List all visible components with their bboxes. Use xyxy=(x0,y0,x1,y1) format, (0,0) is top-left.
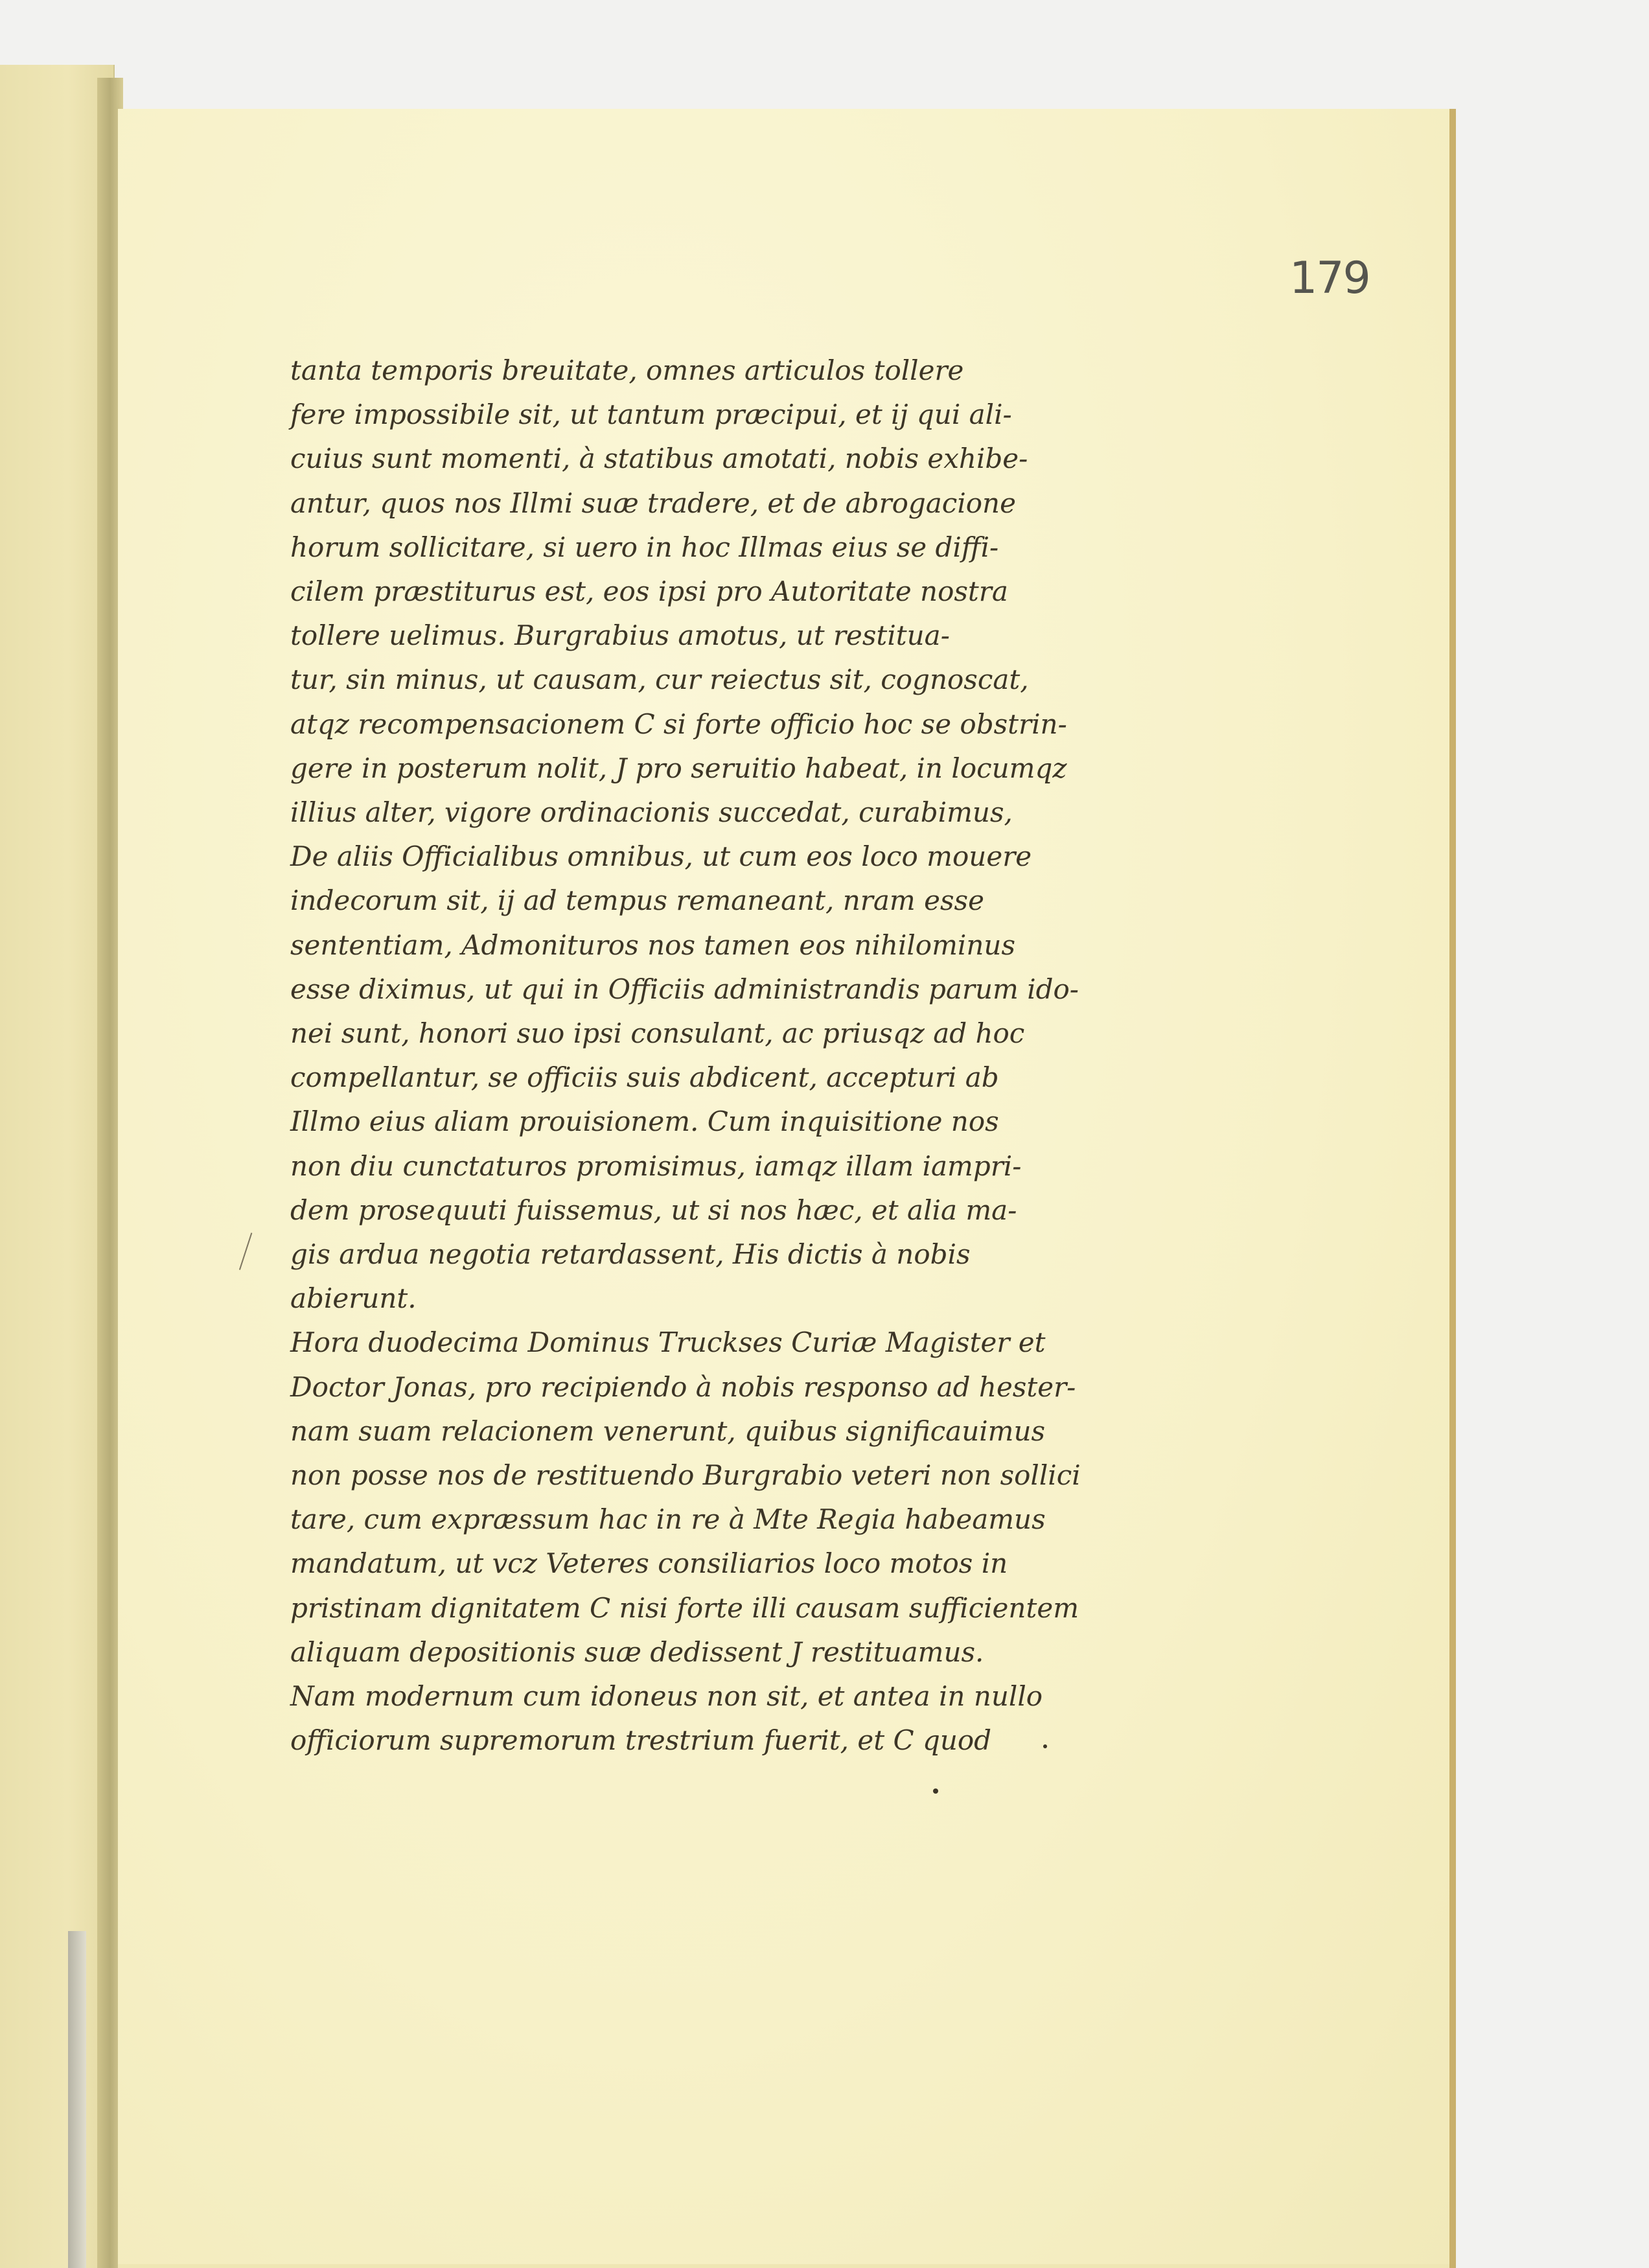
text-line: tare, cum expræssum hac in re à Mte Regia habeamus xyxy=(290,1503,1046,1536)
text-line: officiorum supremorum trestrium fuerit, et C quod xyxy=(290,1724,992,1757)
text-line: tanta temporis breuitate, omnes articulos tollere xyxy=(290,354,964,386)
text-line: aliquam depositionis suæ dedissent J restituamus. xyxy=(290,1636,984,1668)
text-line: nam suam relacionem venerunt, quibus significauimus xyxy=(290,1415,1046,1447)
text-line: cuius sunt momenti, à statibus amotati, nobis exhibe- xyxy=(290,443,1028,475)
text-line: fere impossibile sit, ut tantum præcipui, et ij qui ali- xyxy=(290,399,1012,431)
text-line: horum sollicitare, si uero in hoc Illmas eius se diffi- xyxy=(290,531,999,563)
text-line: non diu cunctaturos promisimus, iamqz illam iampri- xyxy=(290,1150,1022,1182)
text-line: atqz recompensacionem C si forte officio hoc se obstrin- xyxy=(290,708,1067,740)
text-line: gere in posterum nolit, J pro seruitio habeat, in locumqz xyxy=(290,752,1067,784)
text-line: dem prosequuti fuissemus, ut si nos hæc, et alia ma- xyxy=(290,1194,1017,1226)
text-line: sententiam, Admonituros nos tamen eos nihilominus xyxy=(290,929,1016,961)
text-line: esse diximus, ut qui in Officiis administrandis parum ido- xyxy=(290,973,1079,1005)
manuscript-text xyxy=(290,349,1133,1763)
text-line: Doctor Jonas, pro recipiendo à nobis responso ad hester- xyxy=(290,1371,1076,1403)
text-line: mandatum, ut vcz Veteres consiliarios loco motos in xyxy=(290,1547,1008,1580)
text-line: compellantur, se officiis suis abdicent, accepturi ab xyxy=(290,1061,999,1094)
text-line: illius alter, vigore ordinacionis succedat, curabimus, xyxy=(290,796,1013,829)
text-line: De aliis Officialibus omnibus, ut cum eos loco mouere xyxy=(290,840,1032,873)
text-line: pristinam dignitatem C nisi forte illi causam sufficientem xyxy=(290,1591,1079,1624)
ink-speck xyxy=(1043,1744,1047,1748)
ink-speck xyxy=(933,1788,938,1794)
text-line: non posse nos de restituendo Burgrabio veteri non sollici xyxy=(290,1459,1081,1492)
text-line: cilem præstiturus est, eos ipsi pro Autoritate nostra xyxy=(290,575,1008,608)
text-line: gis ardua negotia retardassent, His dictis à nobis xyxy=(290,1238,971,1271)
text-line: indecorum sit, ij ad tempus remaneant, nram esse xyxy=(290,885,984,917)
text-line: nei sunt, honori suo ipsi consulant, ac priusqz ad hoc xyxy=(290,1017,1025,1050)
text-line: antur, quos nos Illmi suæ tradere, et de abrogacione xyxy=(290,487,1016,519)
text-line: Hora duodecima Dominus Truckses Curiæ Magister et xyxy=(290,1326,1046,1359)
binding-shadow xyxy=(68,1931,86,2268)
text-line: tur, sin minus, ut causam, cur reiectus sit, cognoscat, xyxy=(290,664,1029,696)
text-line: tollere uelimus. Burgrabius amotus, ut restitua- xyxy=(290,619,950,652)
folio-number: 179 xyxy=(1289,253,1370,304)
text-line: Illmo eius aliam prouisionem. Cum inquisitione nos xyxy=(290,1105,999,1138)
text-line: abierunt. xyxy=(290,1282,417,1315)
text-line: Nam modernum cum idoneus non sit, et antea in nullo xyxy=(290,1680,1043,1713)
